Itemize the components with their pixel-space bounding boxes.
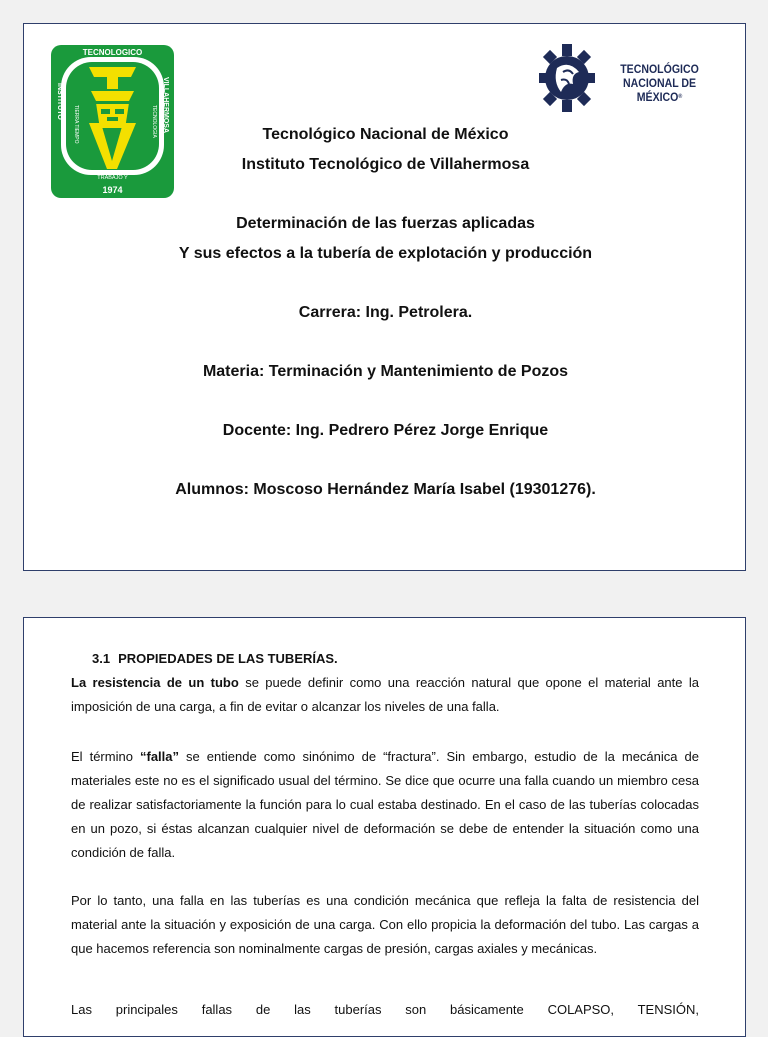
section-number: 3.1	[92, 651, 111, 666]
students: Alumnos: Moscoso Hernández María Isabel (19301276).	[175, 481, 596, 498]
registered-mark: ®	[678, 94, 683, 100]
title-line-2: Y sus efectos a la tubería de explotación y producción	[178, 245, 593, 262]
paragraph-2	[71, 745, 699, 865]
paragraph-3: Por lo tanto, una falla en las tuberías es una condición mecánica que refleja la falta de resistencia del material ante la situación y exposición de una carga. Con ello propicia la deformación del tubo. Las cargas a que hacemos referencia son nominalmente cargas de presión, cargas axiales y mecánicas.	[71, 893, 699, 956]
paragraph-1-bold: La resistencia de un tubo	[71, 675, 239, 690]
content-page	[23, 617, 746, 1037]
paragraph-2-bold: “falla”	[139, 749, 179, 764]
campus-name: Instituto Tecnológico de Villahermosa	[241, 156, 530, 173]
paragraph-1-text: se puede definir como una reacción natural que opone el material ante la imposición de una carga, a fin de evitar o alcanzar los niveles de una falla.	[71, 675, 699, 714]
tecnm-logo-line2: NACIONAL DE MÉXICO	[622, 76, 697, 104]
itvh-logo-top-text: TECNOLOGICO	[82, 48, 143, 57]
tecnm-logo	[539, 38, 734, 118]
paragraph-1	[71, 671, 699, 719]
paragraph-2-lead: El término	[71, 749, 140, 764]
teacher: Docente: Ing. Pedrero Pérez Jorge Enrique	[222, 422, 549, 439]
paragraph-2-text: se entiende como sinónimo de “fractura”. Sin embargo, estudio de la mecánica de materiales este no es el significado usual del término. Se dice que ocurre una falla cuando un miembro cesa de realizar satisfactoriamente la función para lo cual estaba destinado. En el caso de las tuberías colocadas en un pozo, si éstas alcanzan cualquier nivel de deformación se debe de entender la situación como una condición de falla.	[71, 749, 699, 860]
tecnm-logo-line1: TECNOLÓGICO	[620, 62, 699, 76]
title-line-1: Determinación de las fuerzas aplicadas	[236, 215, 535, 232]
section-heading	[92, 650, 338, 668]
itvh-logo-year: 1974	[102, 185, 123, 195]
section-title: PROPIEDADES DE LAS TUBERÍAS.	[118, 651, 338, 666]
itvh-logo-inner-right: TECNOLOGIA	[151, 105, 157, 138]
career: Carrera: Ing. Petrolera.	[298, 304, 473, 321]
tecnm-gear-icon	[539, 38, 595, 118]
itvh-logo-right-text: VILLAHERMOSA	[162, 77, 169, 133]
paragraph-4: Las principales fallas de las tuberías son básicamente COLAPSO, TENSIÓN,	[71, 1002, 699, 1017]
tecnm-logo-text	[601, 62, 718, 104]
itvh-logo-inner-bottom: TRABAJO Y	[97, 175, 128, 181]
itvh-logo-inner-left: TIERRA TIEMPO	[73, 105, 79, 144]
cover-page	[23, 23, 746, 571]
itvh-logo-icon	[51, 45, 174, 198]
institution-name: Tecnológico Nacional de México	[262, 126, 509, 143]
subject: Materia: Terminación y Mantenimiento de Pozos	[202, 363, 569, 380]
itvh-logo-left-text: INSTITUTO	[56, 83, 63, 120]
